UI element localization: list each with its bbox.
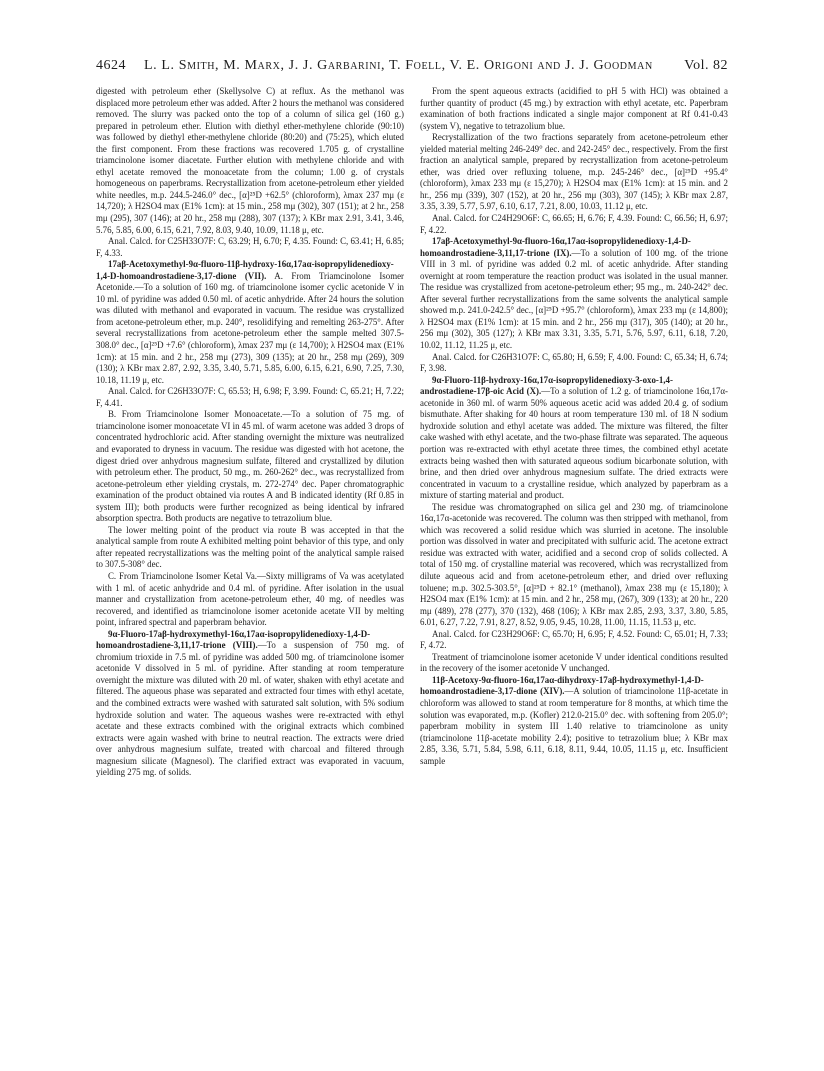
- compound-paragraph: [420, 236, 728, 351]
- paragraph-text: C. From Triamcinolone Isomer Ketal Va.—Sixty milligrams of Va was acetylated with 1 ml. of acetic anhydride and 0.4 ml. of pyridine. After isolation in the usual manner and crystallization from acetone-petroleum ether, 40 mg. of needles was recovered, and identified as triamcinolone isomer acetonide acetate VII by melting point, infrared spectral and paperbram behavior.: [96, 570, 404, 628]
- running-authors: L. L. Smith, M. Marx, J. J. Garbarini, T. Foell, V. E. Origoni and J. J. Goodman: [144, 58, 653, 73]
- compound-paragraph: [420, 675, 728, 767]
- compound-paragraph: [420, 375, 728, 502]
- paragraph-text: The residue was chromatographed on silica gel and 230 mg. of triamcinolone 16α,17α-acetonide was recovered. The column was then stripped with methanol, from which was recovered a solid residue which was slurried in acetone. The insoluble portion was dissolved in water and precipitated with sulfuric acid. The acetone extract residue was extracted with water, acidified and a second crop of solids collected. A total of 150 mg. of crystalline material was recovered, which was recrystallized from dilute aqueous acid and from acetone-petroleum ether, and dried over refluxing toluene; m.p. 302.5-303.5°, [α]²⁵D + 82.1° (methanol), λmax 238 mμ (ε 15,180); λ H2SO4 max (E1% 1cm): at 15 min. and 2 hr., 258 mμ, (267), 309 (133); at 20 hr., 220 mμ (489), 278 (277), 370 (132), 468 (106); λ KBr max 2.85, 2.93, 3.37, 3.80, 5.85, 6.01, 6.27, 7.22, 7.91, 8.27, 8.52, 9.05, 9.45, 10.28, 11.00, 11.15, 11.53 μ, etc.: [420, 501, 728, 628]
- page-header: [96, 58, 728, 82]
- analysis-paragraph: [420, 352, 728, 375]
- compound-heading: 9α-Fluoro-11β-hydroxy-16α,17α-isopropylidenedioxy-3-oxo-1,4-androstadiene-17β-oic Acid (X).: [420, 374, 673, 397]
- paragraph-text: From the spent aqueous extracts (acidified to pH 5 with HCl) was obtained a further quantity of product (45 mg.) by extraction with ethyl acetate, etc. Paperbram examination of both fractions indicated a single major component at Rf 0.41-0.43 (system V), negative to tetrazolium blue.: [420, 86, 728, 131]
- paragraph-text: Treatment of triamcinolone isomer acetonide V under identical conditions resulted in the recovery of the isomer acetonide V unchanged.: [420, 651, 728, 674]
- paragraph-text: —A solution of triamcinolone 11β-acetate in chloroform was allowed to stand at room temperature for 8 months, at which time the solution was evaporated, m.p. (Kofler) 212.0-215.0° dec. with softening from 205.0°; paperbram mobility in system III 1.40 relative to triamcinolone as unity (triamcinolone 11β-acetate mobility 2.4); positive to tetrazolium blue; λ KBr max 2.85, 3.36, 5.71, 5.84, 5.98, 6.11, 6.18, 8.11, 9.44, 10.05, 11.15 μ, etc. Insufficient sample: [420, 686, 729, 766]
- paragraph: [420, 132, 728, 213]
- paragraph: [96, 409, 404, 524]
- paragraph: [96, 571, 404, 629]
- paragraph-text: —To a solution of 1.2 g. of triamcinolone 16α,17α-acetonide in 360 ml. of warm 50% aqueous acetic acid was added 20.4 g. of sodium bismuthate. After shaking for 40 hours at room temperature 130 ml. of 18 N sodium hydroxide solution and ethyl acetate was added. The mixture was filtered, the filter cake washed with ethyl acetate, and the two-phase filtrate was separated. The aqueous portion was re-extracted with ethyl acetate three times, the combined ethyl acetate extracts being washed then with saturated aqueous sodium bicarbonate solution, with brine, and then dried over anhydrous magnesium sulfate. The dried extracts were concentrated in vacuum to a crystalline residue, which analyzed by paperbram as a mixture of starting material and product.: [420, 386, 728, 501]
- analysis-paragraph: [96, 236, 404, 259]
- volume-label: Vol. 82: [684, 58, 728, 73]
- paragraph: [96, 86, 404, 236]
- paragraph-text: digested with petroleum ether (Skellysolve C) at reflux. As the methanol was displaced more petroleum ether was added. After 2 hours the methanol was considered removed. The slurry was packed onto the top of a column of silica gel (160 g.) prepared in petroleum ether. Elution with diethyl ether-methylene chloride (90:10) was followed by diethyl ether-methylene chloride (80:20) and (75:25), which eluted the first component. From these fractions was recovered 1.705 g. of crystalline triamcinolone isomer diacetate. Further elution with methylene chloride and with ethyl acetate removed the monoacetate from the column; 1.00 g. of crystals homogeneous on paperbrams. Recrystallization from acetone-petroleum ether yielded white needles, m.p. 244.5-246.0° dec., [α]²⁵D +62.5° (chloroform), λmax 237 mμ (ε 14,720); λ H2SO4 max (E1% 1cm): at 15 min., 258 mμ (302), 307 (151); at 2 hr., 258 mμ (295), 307 (146); at 20 hr., 258 mμ (288), 307 (137); λ KBr max 2.91, 3.41, 3.46, 5.76, 5.85, 6.00, 6.15, 6.21, 7.92, 8.03, 9.40, 10.09, 11.18 μ, etc.: [96, 86, 404, 235]
- paragraph-text: Anal. Calcd. for C26H33O7F: C, 65.53; H, 6.98; F, 3.99. Found: C, 65.21; H, 7.22; F, 4.41.: [96, 386, 404, 408]
- paragraph-text: —To a solution of 100 mg. of the trione VIII in 3 ml. of pyridine was added 0.2 ml. of acetic anhydride. After standing overnight at room temperature the reaction product was isolated in the usual manner. The residue was crystallized from acetone-petroleum ether; 95 mg., m. 240-242° dec. After several further recrystallizations from the same solvents the analytical sample showed m.p. 241.0-242.5° dec., [α]²⁵D +95.7° (chloroform), λmax 233 mμ (ε 14,800); λ H2SO4 max (E1% 1cm): at 15 min. and 2 hr., 256 mμ (317), 305 (140); at 20 hr., 256 mμ (302), 305 (127); λ KBr max 3.31, 3.35, 5.71, 5.76, 5.97, 6.11, 6.18, 7.20, 10.02, 11.12, 11.25 μ, etc.: [420, 247, 728, 351]
- compound-paragraph: [96, 259, 404, 386]
- paragraph-text: B. From Triamcinolone Isomer Monoacetate.—To a solution of 75 mg. of triamcinolone isomer monoacetate VI in 45 ml. of warm acetone was added 3 drops of concentrated hydrochloric acid. After standing overnight the mixture was neutralized and evaporated to dryness in vacuum. The residue was digested with hot acetone, the digest dried over anhydrous magnesium sulfate, filtered and crystallized by dilution with petroleum ether. The product, 50 mg., m. 260-262° dec., was recrystallized from acetone-petroleum ether yielding crystals, m. 272-274° dec. Paper chromatographic examination of the product obtained via routes A and B indicated identity (Rf 0.85 in system III); both products were further recognized as being identical by infrared absorption spectra. Both products are negative to tetrazolium blue.: [96, 409, 404, 524]
- paragraph: [96, 525, 404, 571]
- analysis-paragraph: [420, 213, 728, 236]
- paragraph-text: Anal. Calcd. for C25H33O7F: C, 63.29; H, 6.70; F, 4.35. Found: C, 63.41; H, 6.85; F, 4.33.: [96, 236, 404, 258]
- paragraph-text: Anal. Calcd. for C23H29O6F: C, 65.70; H, 6.95; F, 4.52. Found: C, 65.01; H, 7.33; F, 4.72.: [420, 628, 728, 651]
- right-column: [420, 86, 728, 767]
- analysis-paragraph: [420, 629, 728, 652]
- paragraph: [420, 502, 728, 629]
- paragraph-text: A. From Triamcinolone Isomer Acetonide.—To a solution of 160 mg. of triamcinolone isomer cyclic acetonide V in 10 ml. of pyridine was added 0.50 ml. of acetic anhydride. After 24 hours the solution was diluted with methanol and evaporated in vacuum. The residue was crystallized from acetone-petroleum ether, m.p. 240°, resolidifying and remelting 263-275°. After several recrystallizations from acetone-petroleum ether the sample melted 307.5-308.0° dec., [α]²⁵D +7.6° (chloroform), λmax 237 mμ (ε 14,700); λ H2SO4 max (E1% 1cm): at 15 min. and 2 hr., 258 mμ (273), 309 (135); at 20 hr., 258 mμ (269), 309 (130); λ KBr max 2.87, 2.92, 3.35, 3.40, 5.71, 5.85, 6.00, 6.15, 6.21, 6.90, 7.25, 7.30, 10.18, 11.19 μ, etc.: [96, 270, 404, 385]
- page-number: 4624: [96, 58, 126, 73]
- paragraph-text: Anal. Calcd. for C26H31O7F: C, 65.80; H, 6.59; F, 4.00. Found: C, 65.34; H, 6.74; F, 3.98.: [420, 351, 728, 374]
- compound-heading: 9α-Fluoro-17aβ-hydroxymethyl-16α,17aα-isopropylidenedioxy-1,4-D-homoandrostadiene-3,11,17-trione (VIII).: [96, 628, 371, 651]
- compound-paragraph: [96, 629, 404, 779]
- paragraph-text: —To a suspension of 750 mg. of chromium trioxide in 7.5 ml. of pyridine was added 500 mg. of triamcinolone isomer acetonide V dissolved in 5 ml. of pyridine. After standing at room temperature overnight the mixture was diluted with 20 ml. of water, shaken with ethyl acetate and filtered. The aqueous phase was separated and extracted four times with ethyl acetate, and the combined extracts were washed with saturated salt solution, with 5% sodium hydroxide solution and water. The aqueous washes were re-extracted with ethyl acetate and these extracts combined with the original extracts which combined extracts were again washed with brine to neutral reaction. The extracts were dried over anhydrous magnesium sulfate, treated with charcoal and filtered through magnesium silicate (Magnesol). The clarified extract was evaporated in vacuum, yielding 275 mg. of solids.: [96, 640, 404, 778]
- paragraph: [420, 652, 728, 675]
- analysis-paragraph: [96, 386, 404, 409]
- compound-heading: 11β-Acetoxy-9α-fluoro-16α,17aα-dihydroxy-17aβ-hydroxymethyl-1,4-D-homoandrostadiene-3,17-dione (XIV).: [420, 674, 704, 697]
- paragraph-text: The lower melting point of the product via route B was accepted in that the analytical sample from route A exhibited melting point behavior of this type, and only after repeated recrystallizations was the melting point of the analytical sample raised to 307.5-308° dec.: [96, 524, 404, 570]
- paragraph-text: Recrystallization of the two fractions separately from acetone-petroleum ether yielded material melting 246-249° dec. and 242-245° dec., respectively. From the first fraction an analytical sample, prepared by recrystallization from acetone-petroleum ether, was dried over refluxing toluene, m.p. 245-246° dec., [α]²⁵D +95.4° (chloroform), λmax 233 mμ (ε 15,270); λ H2SO4 max (E1% 1cm): at 15 min. and 2 hr., 256 mμ (339), 307 (152), at 20 hr., 256 mμ (303), 307 (145); λ KBr max 2.87, 3.35, 3.39, 5.77, 5.97, 6.10, 6.17, 7.21, 8.00, 10.03, 11.12 μ, etc.: [420, 132, 728, 212]
- paragraph: [420, 86, 728, 132]
- compound-heading: 17aβ-Acetoxymethyl-9α-fluoro-16α,17aα-isopropylidenedioxy-1,4-D-homoandrostadiene-3,11,17-trione (IX).: [420, 236, 691, 258]
- compound-heading: 17aβ-Acetoxymethyl-9α-fluoro-11β-hydroxy-16α,17aα-isopropylidenedioxy-1,4-D-homoandrostadiene-3,17-dione (VII).: [96, 259, 394, 281]
- paragraph-text: Anal. Calcd. for C24H29O6F: C, 66.65; H, 6.76; F, 4.39. Found: C, 66.56; H, 6.97; F, 4.22.: [420, 213, 728, 235]
- left-column: [96, 86, 404, 779]
